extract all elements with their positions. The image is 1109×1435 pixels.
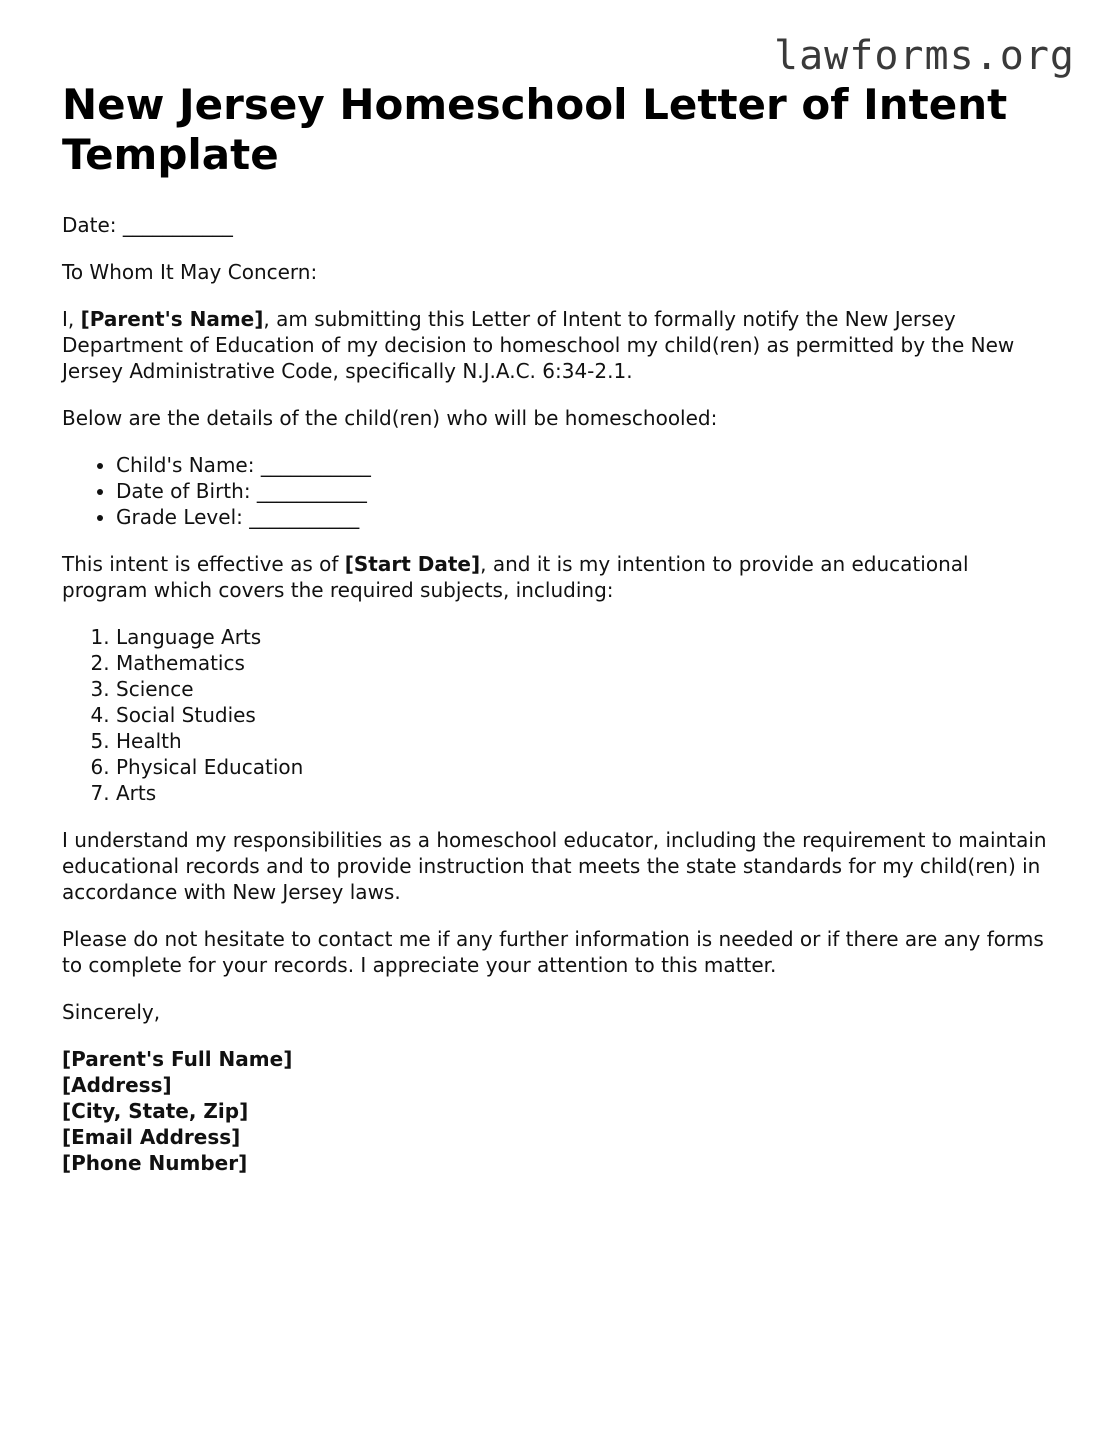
signature-block xyxy=(62,1046,1057,1176)
responsibilities-paragraph: I understand my responsibilities as a homeschool educator, including the requirement to maintain educational records and to provide instruction that meets the state standards for my child(ren) in accordance with New Jersey laws. xyxy=(62,828,1047,904)
signature-email: [Email Address] xyxy=(62,1125,241,1149)
effective-prefix: This intent is effective as of xyxy=(62,552,345,576)
signature-city-state-zip: [City, State, Zip] xyxy=(62,1099,249,1123)
intro-suffix: , am submitting this Letter of Intent to formally notify the New Jersey Department of Education of my decision to homeschool my child(ren) as permitted by the New Jersey Administrative Code, specifically N.J.A.C. 6:34-2.1. xyxy=(62,307,1015,383)
list-item: 3. Science xyxy=(116,676,1057,702)
contact-paragraph: Please do not hesitate to contact me if any further information is needed or if there are any forms to complete for your records. I appreciate your attention to this matter. xyxy=(62,927,1044,977)
site-watermark: lawforms.org xyxy=(774,33,1075,79)
page-title: New Jersey Homeschool Letter of Intent Template xyxy=(62,80,1008,179)
list-item: 1. Language Arts xyxy=(116,624,1057,650)
closing: Sincerely, xyxy=(62,1000,161,1024)
list-item: 2. Mathematics xyxy=(116,650,1057,676)
effective-suffix: , and it is my intention to provide an educational program which covers the required subjects, including: xyxy=(62,552,969,602)
intro-prefix: I, xyxy=(62,307,81,331)
letter-document xyxy=(62,80,1057,1176)
signature-phone: [Phone Number] xyxy=(62,1151,248,1175)
list-item: 4. Social Studies xyxy=(116,702,1057,728)
parent-name-placeholder: [Parent's Name] xyxy=(80,307,264,331)
intro-paragraph xyxy=(62,306,1057,384)
start-date-placeholder: [Start Date] xyxy=(344,552,481,576)
list-item: 5. Health xyxy=(116,728,1057,754)
list-item: • Child's Name: ___________ xyxy=(116,452,1057,478)
signature-name: [Parent's Full Name] xyxy=(62,1047,293,1071)
effective-paragraph xyxy=(62,551,1057,603)
list-item: • Grade Level: ___________ xyxy=(116,504,1057,530)
signature-address: [Address] xyxy=(62,1073,172,1097)
date-line: Date: ___________ xyxy=(62,213,233,237)
details-intro: Below are the details of the child(ren) who will be homeschooled: xyxy=(62,406,718,430)
child-details-list xyxy=(62,452,1057,530)
salutation: To Whom It May Concern: xyxy=(62,260,318,284)
list-item: 6. Physical Education xyxy=(116,754,1057,780)
subjects-list xyxy=(62,624,1057,806)
list-item: • Date of Birth: ___________ xyxy=(116,478,1057,504)
list-item: 7. Arts xyxy=(116,780,1057,806)
